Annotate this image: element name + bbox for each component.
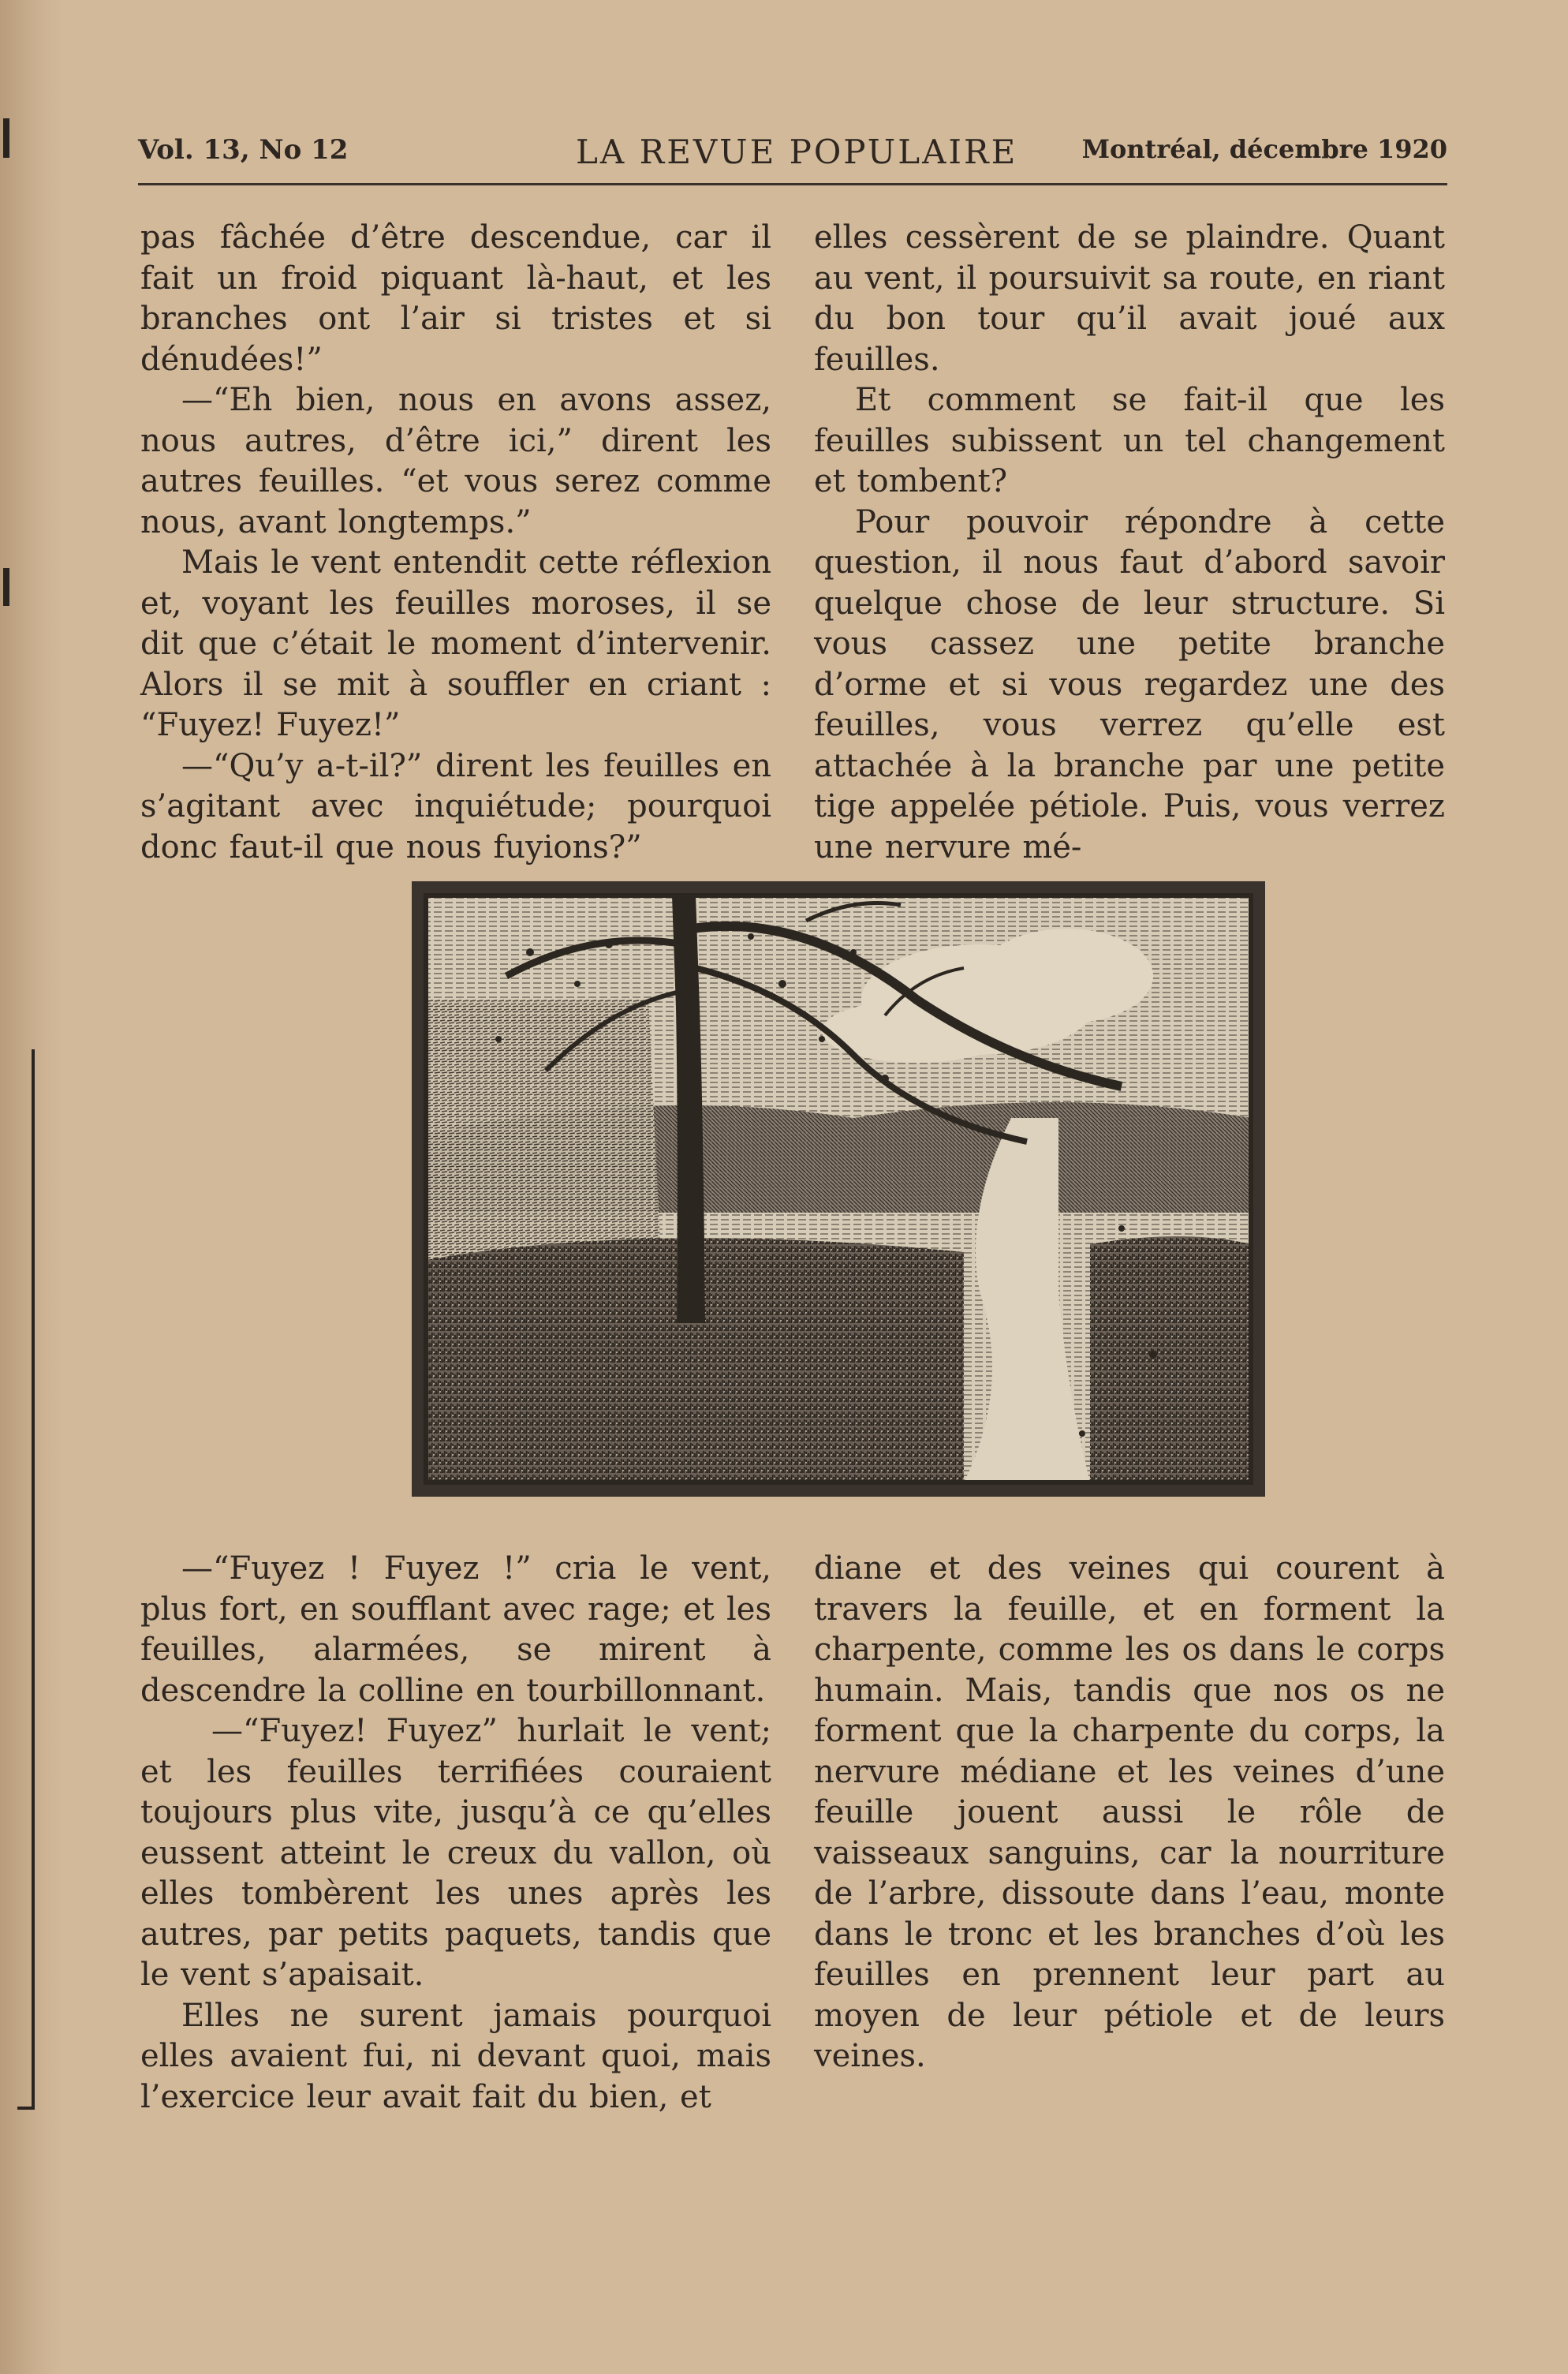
paragraph: —“Qu’y a-t-il?” dirent les feuilles en s’agitant avec inquiétude; pourquoi donc faut-il que nous fuyions?” — [140, 747, 771, 865]
text-column-top-right — [814, 218, 1445, 868]
text-column-top-left — [140, 218, 771, 868]
gutter-mark — [3, 118, 9, 158]
paragraph: Et comment se fait-il que les feuilles subissent un tel changement et tombent? — [814, 382, 1445, 499]
gutter-mark — [3, 568, 9, 606]
paragraph: Mais le vent entendit cette réflexion et, voyant les feuilles moroses, il se dit que c’était le moment d’intervenir. Alors il se mit à souffler en criant : “Fuyez! Fuyez!” — [140, 544, 771, 743]
page-header — [138, 126, 1447, 181]
paragraph: elles cessèrent de se plaindre. Quant au vent, il poursuivit sa route, en riant du bon tour qu’il avait joué aux feuilles. — [814, 219, 1445, 378]
woodcut-landscape-illustration — [412, 881, 1265, 1497]
paragraph: pas fâchée d’être descendue, car il fait un froid piquant là-haut, et les branches ont l’air si tristes et si dénudées!” — [140, 219, 771, 378]
paragraph: —“Fuyez ! Fuyez !” cria le vent, plus fort, en soufflant avec rage; et les feuilles, alarmées, se mirent à descendre la colline en tourbillonnant. — [140, 1550, 771, 1709]
paragraph: —“Fuyez! Fuyez” hurlait le vent; et les feuilles terrifiées couraient toujours plus vite, jusqu’à ce qu’elles eussent atteint le creux du vallon, où elles tombèrent les unes après les autres, par petits paquets, tandis que le vent s’apaisait. — [140, 1713, 771, 1993]
paragraph: Pour pouvoir répondre à cette question, il nous faut d’abord savoir quelque chose de leur structure. Si vous cassez une petite branche d’orme et si vous regardez une des feuilles, vous verrez qu’elle est attachée à la branche par une petite tige appelée pétiole. Puis, vous verrez une nervure mé- — [814, 503, 1445, 865]
landscape-icon — [412, 881, 1265, 1497]
header-rule — [138, 183, 1447, 185]
paragraph: Elles ne surent jamais pourquoi elles avaient fui, ni devant quoi, mais l’exercice leur avait fait du bien, et — [140, 1997, 771, 2115]
text-column-bottom-right — [814, 1549, 1445, 2077]
publication-title: LA REVUE POPULAIRE — [576, 133, 1018, 171]
paragraph: diane et des veines qui courent à travers la feuille, et en forment la charpente, comme les os dans le corps humain. Mais, tandis que nos os ne forment que la charpente du corps, la nervure médiane et les veines d’une feuille jouent aussi le rôle de vaisseaux sanguins, car la nourriture de l’arbre, dissoute dans l’eau, monte dans le tronc et les branches d’où les feuilles en prennent leur part au moyen de leur pétiole et de leurs veines. — [814, 1550, 1445, 2074]
volume-number: Vol. 13, No 12 — [138, 134, 349, 166]
text-column-bottom-left — [140, 1549, 771, 2118]
paragraph: —“Eh bien, nous en avons assez, nous autres, d’être ici,” dirent les autres feuilles. “et vous serez comme nous, avant longtemps.” — [140, 382, 771, 540]
publication-date: Montréal, décembre 1920 — [1081, 134, 1447, 164]
gutter-bracket — [17, 1049, 35, 2110]
